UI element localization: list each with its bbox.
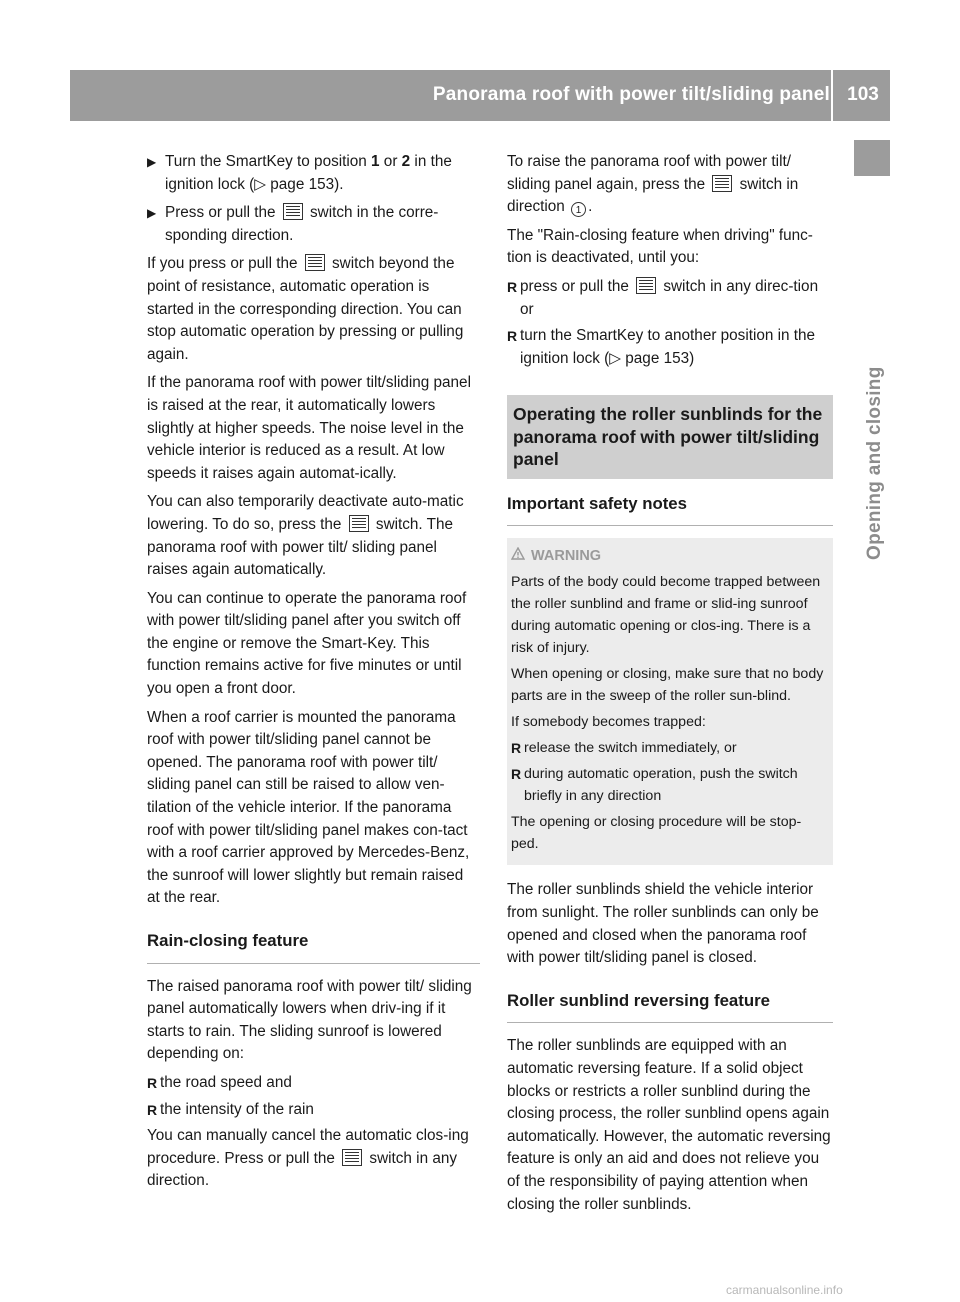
- section-heading: Important safety notes: [507, 493, 833, 527]
- bullet-icon: R: [507, 328, 518, 345]
- warning-triangle-icon: [511, 545, 525, 567]
- bullet-icon: R: [507, 278, 518, 295]
- list-item: R the intensity of the rain: [147, 1099, 480, 1122]
- list-item: R turn the SmartKey to another position in the ignition lock (▷ page 153): [507, 327, 816, 367]
- page-title: Panorama roof with power tilt/sliding panel: [432, 84, 830, 105]
- side-tab-label: Opening and closing: [864, 366, 885, 560]
- warning-heading: WARNING: [511, 545, 827, 567]
- instruction-step: ▶ Press or pull the switch in the corre-sponding direction.: [147, 204, 439, 244]
- switch-icon: [342, 1149, 362, 1166]
- bullet-icon: R: [511, 740, 522, 757]
- bullet-icon: R: [511, 766, 522, 783]
- bullet-icon: R: [147, 1074, 158, 1091]
- list-item: R release the switch immediately, or: [511, 737, 827, 759]
- list-item: R press or pull the switch in any direc-tion or: [507, 277, 819, 318]
- paragraph: The roller sunblinds are equipped with an automatic reversing feature. If a solid object blocks or restricts a roller sunblind during the closing process, the roller sunblind opens again automatically. However, the automatic reversing feature is only an aid and does not relieve you of the responsibility of paying attention when closing the roller sunblinds.: [507, 1037, 831, 1213]
- paragraph: The roller sunblinds shield the vehicle interior from sunlight. The roller sunblinds can only be opened and closed when the panorama roof with power tilt/sliding panel is closed.: [507, 881, 819, 967]
- warning-text: The opening or closing procedure will be stop-ped.: [511, 814, 802, 853]
- paragraph: If you press or pull the switch beyond the point of resistance, automatic operation is started in the corresponding direction. You can stop automatic operation by pressing or pulling again.: [147, 255, 464, 363]
- paragraph: The raised panorama roof with power tilt/ sliding panel automatically lowers when driv-ing if it starts to rain. The sliding sunroof is lowered depending on:: [147, 977, 472, 1063]
- position-number-icon: 1: [571, 202, 586, 217]
- switch-icon: [636, 277, 656, 294]
- page-ref-arrow-icon: ▷: [609, 349, 626, 367]
- page-link[interactable]: page 153: [270, 175, 335, 193]
- left-column: [147, 151, 480, 1199]
- switch-icon: [283, 203, 303, 220]
- bullet-icon: R: [147, 1101, 158, 1118]
- page-number: 103: [847, 84, 879, 105]
- side-tab-marker: [854, 140, 890, 176]
- section-heading: Roller sunblind reversing feature: [507, 990, 833, 1024]
- watermark: carmanualsonline.info: [726, 1283, 843, 1297]
- header-divider: [831, 70, 833, 121]
- page-ref-arrow-icon: ▷: [254, 175, 271, 193]
- arrow-icon: ▶: [147, 155, 157, 169]
- paragraph: You can manually cancel the automatic clos-ing procedure. Press or pull the switch in any direction.: [147, 1127, 469, 1190]
- warning-text: When opening or closing, make sure that no body parts are in the sweep of the roller sun-blind.: [511, 666, 824, 705]
- warning-text: If somebody becomes trapped:: [511, 714, 706, 731]
- instruction-step: ▶ Turn the SmartKey to position 1 or 2 in the ignition lock (▷ page 153).: [147, 153, 452, 193]
- paragraph: The "Rain-closing feature when driving" func-tion is deactivated, until you:: [507, 226, 813, 267]
- right-column: [507, 151, 833, 1222]
- arrow-icon: ▶: [147, 206, 157, 221]
- paragraph: You can continue to operate the panorama roof with power tilt/sliding panel after you switch off the engine or remove the Smart-Key. This function remains active for five minutes or until you open a front door.: [147, 589, 467, 698]
- warning-text: Parts of the body could become trapped between the roller sunblind and frame or slid-ing sunroof during automatic opening or clos-ing. There is a risk of injury.: [511, 574, 821, 657]
- switch-icon: [305, 254, 325, 271]
- section-title: Operating the roller sunblinds for the panorama roof with power tilt/sliding panel: [507, 395, 833, 479]
- paragraph: You can also temporarily deactivate auto-matic lowering. To do so, press the switch. The panorama roof with power tilt/ sliding panel raises again automatically.: [147, 493, 464, 579]
- page-link[interactable]: page 153: [625, 349, 690, 367]
- paragraph: When a roof carrier is mounted the panorama roof with power tilt/sliding panel cannot be opened. The panorama roof with power tilt/ sliding panel can still be raised to allow ven-tilation of the vehicle interior. If the panorama roof with power tilt/sliding panel makes con-tact with a roof carrier approved by Mercedes-Benz, the sunroof will lower slightly but remain raised at the rear.: [147, 708, 470, 907]
- switch-icon: [349, 515, 369, 532]
- list-item: R during automatic operation, push the switch briefly in any direction: [511, 763, 827, 807]
- section-heading: Rain-closing feature: [147, 930, 480, 964]
- warning-box: [507, 538, 833, 865]
- switch-icon: [712, 175, 732, 192]
- paragraph: To raise the panorama roof with power tilt/ sliding panel again, press the switch in direction 1 .: [507, 153, 799, 217]
- list-item: R the road speed and: [147, 1072, 480, 1095]
- paragraph: If the panorama roof with power tilt/sliding panel is raised at the rear, it automatically lowers slightly at higher speeds. The noise level in the vehicle interior is reduced as a result. At low speeds it raises again automat-ically.: [147, 374, 471, 482]
